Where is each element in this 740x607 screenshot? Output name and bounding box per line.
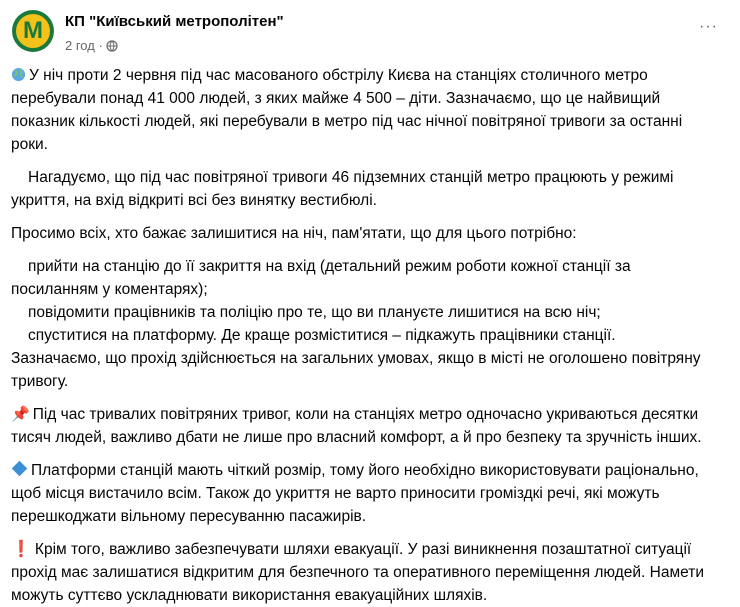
paragraph-6: Платформи станцій мають чіткий розмір, тому його необхідно використовувати раціонально, щоб місця вистачило всім. Також до укриття не варто приносити громіздкі речі, які можуть перешкоджати вільному пересуванню пасажирів. — [11, 462, 699, 525]
paragraph-5: 📌 Під час тривалих повітряних тривог, коли на станціях метро одночасно укриваються десятки тисяч людей, важливо дбати не лише про власний комфорт, а й про безпеку та зручність інших. — [11, 403, 720, 449]
paragraph-3: Просимо всіх, хто бажає залишитися на ніч, пам'ятати, що для цього потрібно: — [11, 225, 577, 242]
pushpin-icon: 📌 — [11, 406, 30, 423]
paragraph-4: Зазначаємо, що прохід здійснюється на загальних умовах, якщо в місті не оголошено повітряну тривогу. — [11, 350, 701, 390]
more-options-button[interactable]: ··· — [699, 18, 718, 35]
list-item: повідомити працівників та поліцію про те, що ви плануєте лишитися на всю ніч; — [11, 301, 720, 324]
blank-emoji-icon — [11, 170, 25, 184]
post-time[interactable]: 2 год · — [65, 38, 103, 53]
paragraph-7: ❗ Крім того, важливо забезпечувати шляхи евакуації. У разі виникнення позаштатної ситуації прохід має залишатися відкритим для безпечного та оперативного переміщення людей. Намети можуть суттєво ускладнювати використання евакуаційних шляхів. — [11, 541, 704, 604]
paragraph-2: Нагадуємо, що під час повітряної тривоги 46 підземних станцій метро працюють у режимі укриття, на вхід відкриті всі без винятку вестибюлі. — [11, 169, 674, 209]
list-item: прийти на станцію до її закриття на вхід (детальний режим роботи кожної станції за посиланням у коментарях); — [11, 258, 631, 298]
globe-icon — [106, 40, 118, 52]
bullet-icon — [11, 259, 25, 273]
bullet-icon — [11, 305, 25, 319]
author-name[interactable]: КП "Київський метрополітен" — [65, 13, 284, 30]
bullet-icon — [11, 328, 25, 342]
metro-logo-icon: M — [16, 14, 50, 48]
list-item: спуститися на платформу. Де краще розміститися – підкажуть працівники станції. — [11, 324, 720, 347]
paragraph-1: У ніч проти 2 червня під час масованого обстрілу Києва на станціях столичного метро перебували понад 41 000 людей, з яких майже 4 500 – діти. Зазначаємо, що це найвищий показник кількості людей, які перебували в метро під час нічної повітряної тривоги за останні роки. — [11, 67, 683, 153]
exclamation-icon: ❗ — [11, 541, 31, 558]
globe-emoji-icon — [11, 67, 26, 82]
post-meta — [65, 38, 118, 53]
blue-diamond-icon — [12, 461, 28, 477]
post-body — [6, 64, 728, 607]
avatar[interactable] — [12, 10, 54, 52]
post-header — [6, 0, 728, 64]
